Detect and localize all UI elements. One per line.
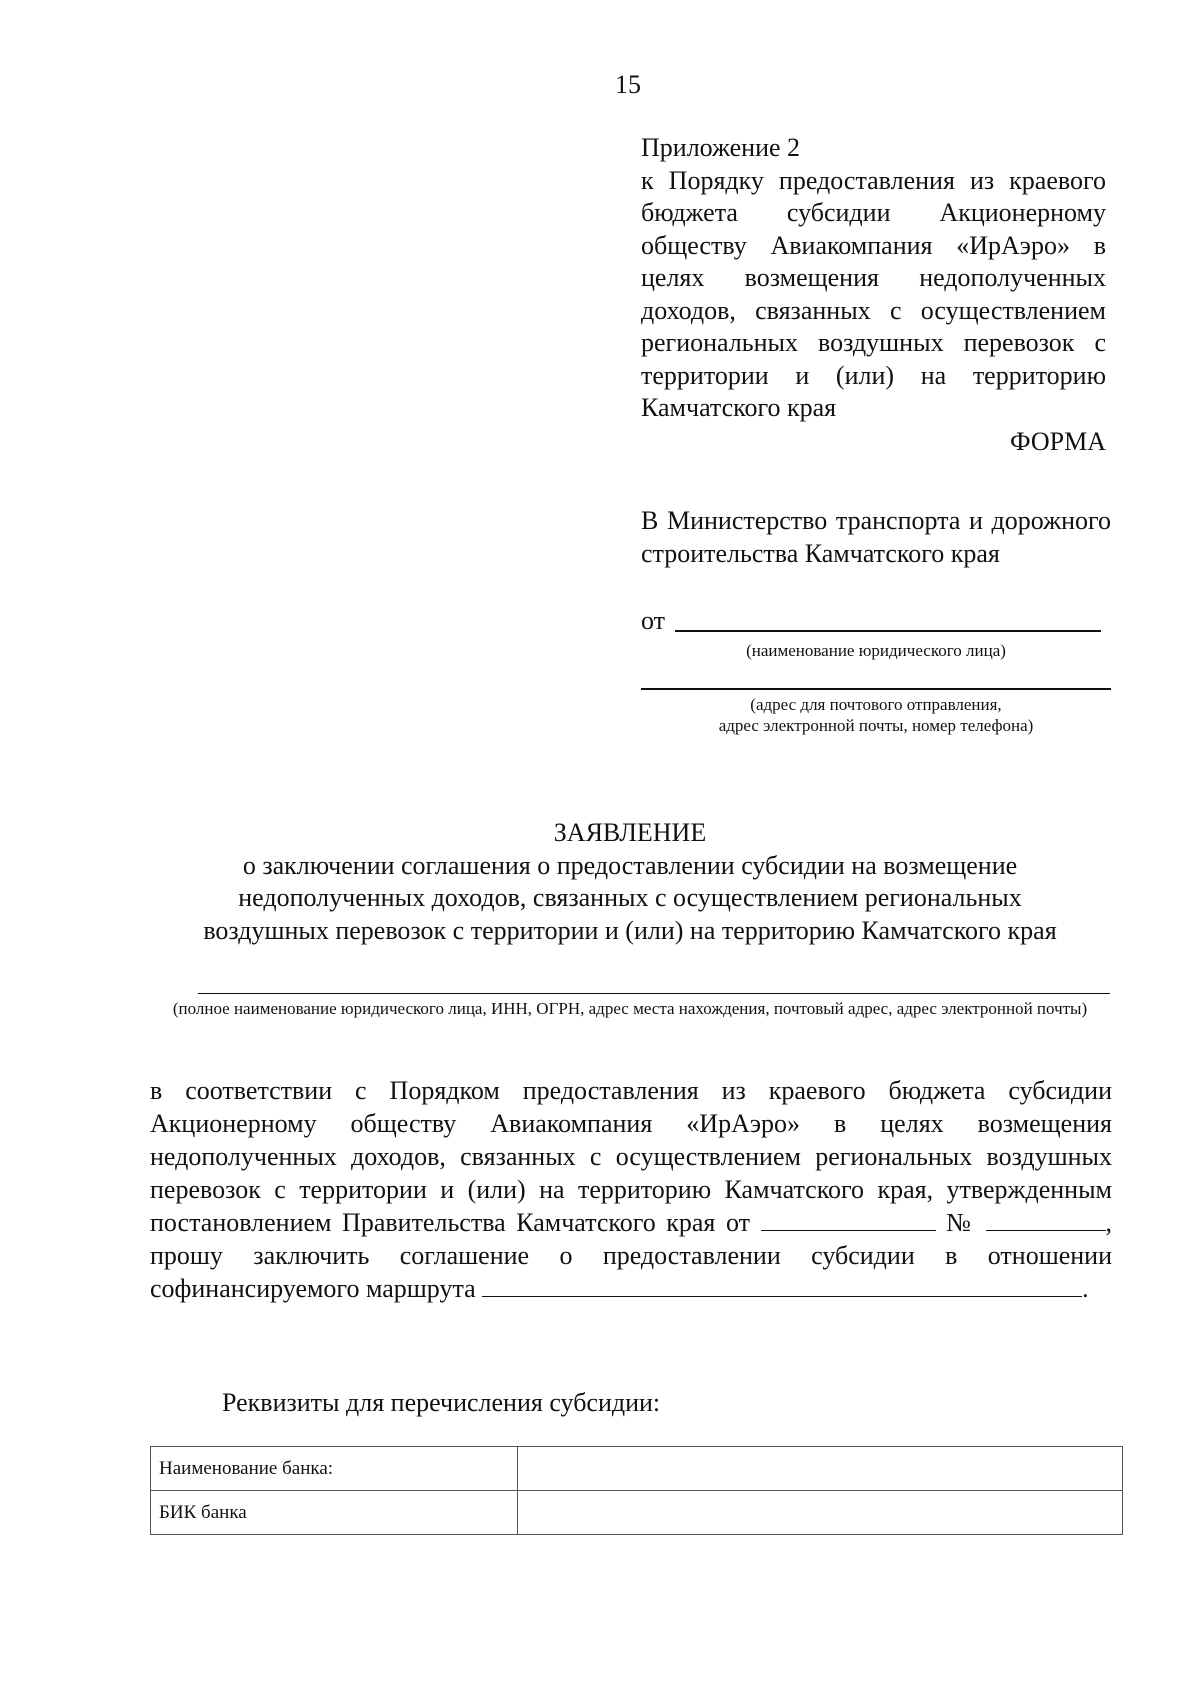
contact-address-hint-line-2: адрес электронной почты, номер телефона) [718,716,1034,735]
entity-details-hint: (полное наименование юридического лица, ИНН, ОГРН, адрес места нахождения, почтовый адрес, адрес электронной почты) [172,999,1088,1018]
table-row [151,1447,1123,1491]
statement-heading [150,817,1110,947]
contact-address-hint [641,694,1111,736]
page-number: 15 [615,70,641,99]
entity-details-field[interactable] [198,993,1110,994]
legal-entity-name-field[interactable] [675,630,1101,632]
requisites-table [150,1446,1123,1535]
from-row [641,606,1111,638]
route-field[interactable] [482,1274,1082,1297]
resolution-number-field[interactable] [986,1208,1106,1231]
form-label: ФОРМА [1010,427,1106,456]
contact-address-field[interactable] [641,688,1111,690]
number-sign: № [946,1208,975,1237]
requisites-title: Реквизиты для перечисления субсидии: [222,1388,661,1417]
contact-address-hint-line-1: (адрес для почтового отправления, [750,695,1002,714]
appendix-block [641,132,1106,425]
statement-subtitle-3: воздушных перевозок с территории и (или) на территорию Камчатского края [203,915,1057,945]
bank-name-label: Наименование банка: [151,1447,518,1491]
resolution-date-field[interactable] [761,1208,936,1231]
recipient-address: В Министерство транспорта и дорожного строительства Камчатского края [641,506,1111,568]
appendix-title: Приложение 2 [641,133,801,162]
bank-bik-value[interactable] [518,1491,1123,1535]
body-text-part-2: , прошу заключить соглашение о предоставлении субсидии в отношении софинансируемого маршрута [150,1208,1113,1303]
appendix-body: к Порядку предоставления из краевого бюджета субсидии Акционерному обществу Авиакомпания «ИрАэро» в целях возмещения недополученных доходов, связанных с осуществлением региональных воздушных перевозок с территории и (или) на территорию Камчатского края [641,165,1106,422]
statement-subtitle-1: о заключении соглашения о предоставлении субсидии на возмещение [242,850,1018,880]
statement-subtitle-2: недополученных доходов, связанных с осуществлением региональных [238,883,1022,912]
table-row [151,1491,1123,1535]
statement-title: ЗАЯВЛЕНИЕ [553,818,707,847]
application-body [150,1074,1112,1305]
from-prefix: от [641,606,666,635]
body-text-part-1: в соответствии с Порядком предоставления из краевого бюджета субсидии Акционерному обществу Авиакомпания «ИрАэро» в целях возмещения недополученных доходов, связанных с осуществлением региональных воздушных перевозок с территории и (или) на территорию Камчатского края, утвержденным постановлением Правительства Камчатского края от [150,1076,1112,1237]
bank-name-value[interactable] [518,1447,1123,1491]
body-end: . [1082,1274,1089,1303]
bank-bik-label: БИК банка [151,1491,518,1535]
legal-entity-name-hint: (наименование юридического лица) [746,641,1006,660]
